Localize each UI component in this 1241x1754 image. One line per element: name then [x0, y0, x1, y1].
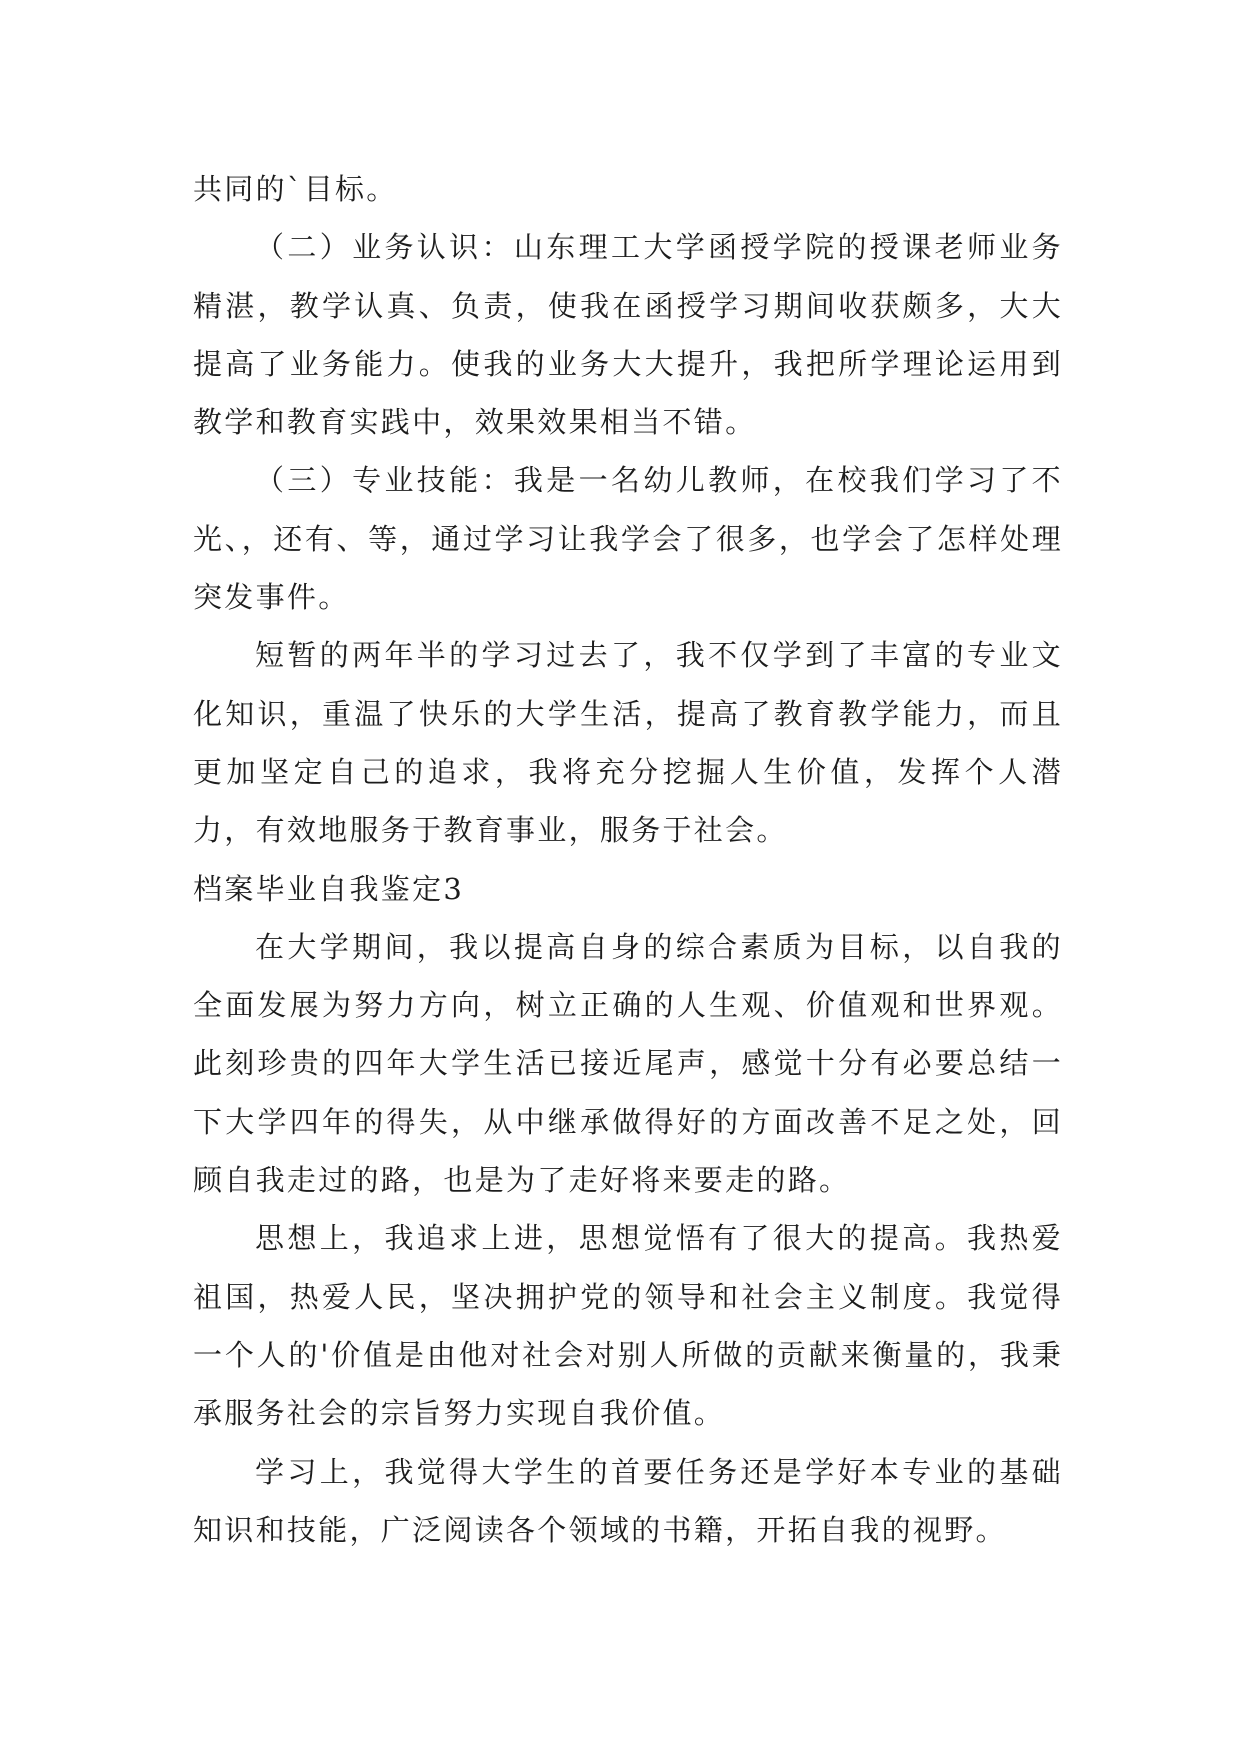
paragraph-ideology: 思想上，我追求上进，思想觉悟有了很大的提高。我热爱祖国，热爱人民，坚决拥护党的领导和社会主义制度。我觉得一个人的'价值是由他对社会对别人所做的贡献来衡量的，我秉承服务社会的宗旨努力实现自我价值。 [193, 1221, 1063, 1431]
paragraph-business-knowledge: （二）业务认识：山东理工大学函授学院的授课老师业务精湛，教学认真、负责，使我在函授学习期间收获颇多，大大提高了业务能力。使我的业务大大提升，我把所学理论运用到教学和教育实践中，效果效果相当不错。 [193, 230, 1063, 440]
paragraph-summary: 短暂的两年半的学习过去了，我不仅学到了丰富的专业文化知识，重温了快乐的大学生活，提高了教育教学能力，而且更加坚定自己的追求，我将充分挖掘人生价值，发挥个人潜力，有效地服务于教育事业，服务于社会。 [193, 638, 1063, 848]
section-heading: 档案毕业自我鉴定3 [193, 871, 465, 906]
document-page [193, 160, 1063, 1559]
paragraph-university-period: 在大学期间，我以提高自身的综合素质为目标，以自我的全面发展为努力方向，树立正确的人生观、价值观和世界观。此刻珍贵的四年大学生活已接近尾声，感觉十分有必要总结一下大学四年的得失，从中继承做得好的方面改善不足之处，回顾自我走过的路，也是为了走好将来要走的路。 [193, 929, 1063, 1198]
paragraph-continuation: 共同的`目标。 [193, 172, 398, 206]
paragraph-study: 学习上，我觉得大学生的首要任务还是学好本专业的基础知识和技能，广泛阅读各个领域的书籍，开拓自我的视野。 [193, 1454, 1063, 1547]
paragraph-professional-skills: （三）专业技能：我是一名幼儿教师，在校我们学习了不光、，还有、等，通过学习让我学会了很多，也学会了怎样处理突发事件。 [193, 463, 1063, 615]
